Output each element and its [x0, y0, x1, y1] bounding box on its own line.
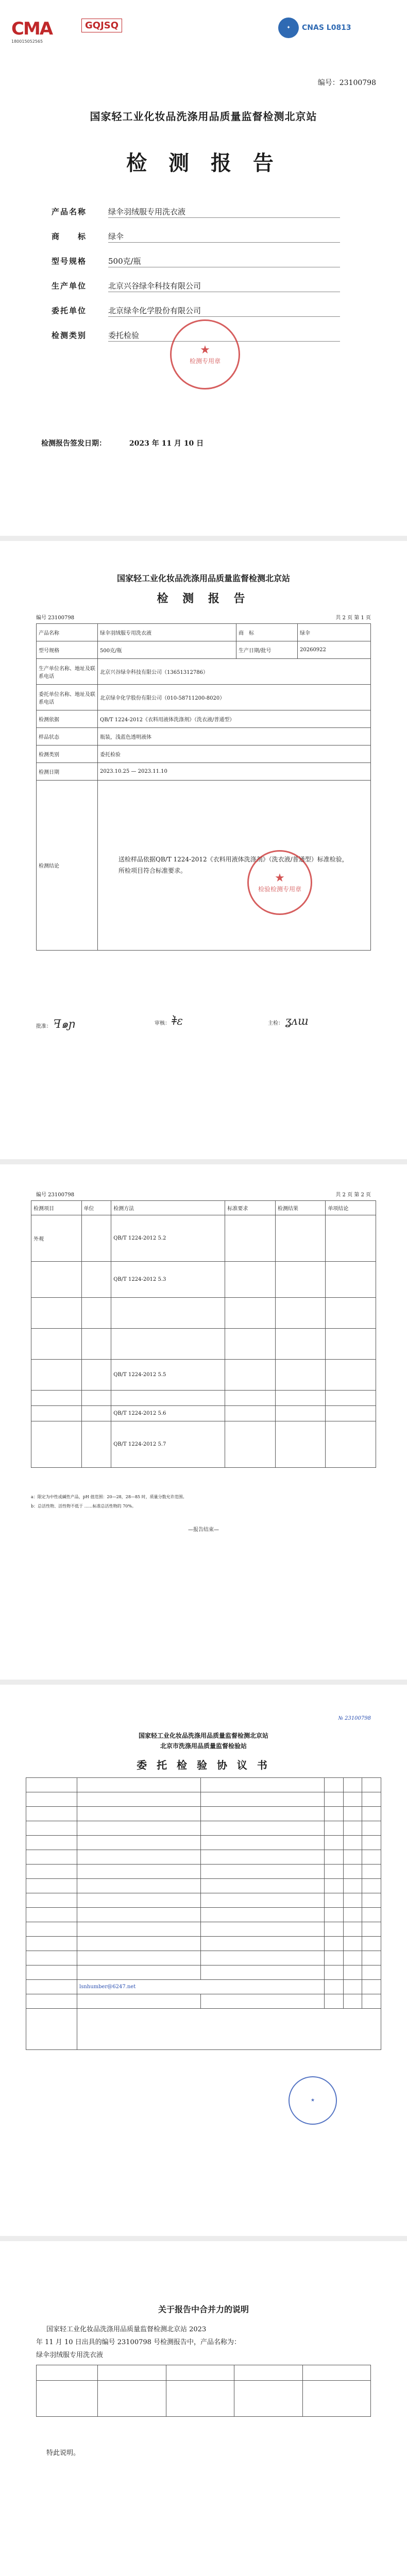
cover-field-product: 产品名称 绿伞羽绒服专用洗衣液: [52, 207, 186, 216]
report-seal-stamp: ★ 检验检测专用章: [247, 850, 312, 915]
report-page-1: [0, 541, 407, 1159]
agreement-seal-stamp: ★: [289, 2076, 337, 2125]
sign-review: 审核： ǂ̀ɛ: [155, 1015, 183, 1028]
explanation-body-2: 年 11 月 10 日出具的编号 23100798 号检测报告中，产品名称为：: [36, 2338, 241, 2346]
report-no-2: 编号 23100798: [36, 1192, 75, 1198]
cover-issue-date: 检测报告签发日期： 2023 年 11 月 10 日: [41, 439, 204, 448]
explanation-page: [0, 2241, 407, 2576]
report-institute: 国家轻工业化妆品洗涤用品质量监督检测北京站: [116, 573, 290, 583]
explanation-table: [36, 2365, 371, 2417]
explanation-body-1: 国家轻工业化妆品洗涤用品质量监督检测北京站 2023: [46, 2326, 207, 2333]
gqjsq-mark: GQJSQ: [81, 19, 133, 32]
explanation-note: 特此说明。: [46, 2449, 80, 2457]
cover-field-manufacturer: 生产单位 北京兴谷绿伞科技有限公司: [52, 281, 201, 291]
cover-field-brand: 商 标 绿伞: [52, 232, 124, 241]
cma-code: 180015052565: [11, 39, 43, 44]
report-end: —报告结束—: [188, 1527, 219, 1533]
cnas-logo-icon: ✦: [278, 18, 299, 38]
cover-report-no: 编号：23100798: [317, 79, 376, 87]
sign-approve: 批准： ꟻ๑ɲ: [36, 1018, 76, 1031]
report-info-table: 产品名称 绿伞羽绒服专用洗衣液 商 标 绿伞 型号规格 500克/瓶 生产日期/批号 20260922 生产单位名称、地址及联系电话 北京兴谷绿伞科技有限公司（13651312786） 委托单位名称、地址及联系电话 北京绿伞化学股份有限公司（010-58711200-8020） 检测依据 QB/T 1224-2012《衣料用液体洗涤剂》（洗衣液/普通型） 样品状态 瓶装，浅蓝色透明液体 检测类别 委托检验 检测日期 2023.10.25 — 2023.11.10 检测结论 送检样品依据QB/T 1224-2012《衣料用液体洗涤剂》（洗衣液/普通型）标准检验，所检项目符合标准要求。: [36, 623, 371, 951]
report-page-2: [0, 1164, 407, 1680]
explanation-title: 关于报告中合并力的说明: [158, 2304, 249, 2314]
cnas-mark: ✦ CNAS L0813: [278, 18, 366, 38]
explanation-body-3: 绿伞羽绒服专用洗衣液: [36, 2351, 104, 2359]
cover-seal-stamp: ★ 检测专用章: [170, 319, 240, 389]
agreement-email: lsnhumber@6247.net: [79, 1984, 136, 1990]
cover-field-category: 检测类别 委托检验: [52, 331, 140, 340]
cover-field-client: 委托单位 北京绿伞化学股份有限公司: [52, 306, 201, 315]
agreement-institute: 国家轻工业化妆品洗涤用品质量监督检测北京站: [138, 1732, 268, 1739]
page-info-2: 共 2 页 第 2 页: [335, 1192, 371, 1198]
agreement-table: [26, 1777, 381, 2050]
test-results-table: 检测项目 单位 检测方法 标准要求 检测结果 单项结论 外观 QB/T 1224-2012 5.2 QB/T 1224-2012 5.3 QB/T 1224-2012 5.5 QB/T 1224-2012 5.6 QB/T 1224-2012 5.7: [31, 1200, 376, 1468]
report-title: 检 测 报 告: [157, 592, 250, 605]
agreement-page: [0, 1685, 407, 2236]
page-info: 共 2 页 第 1 页: [335, 615, 371, 621]
report-no: 编号 23100798: [36, 615, 75, 621]
footnote-b: b：总活性物、活性物不低于 ……标准总活性物的 70%。: [31, 1504, 136, 1509]
footnote-a: a：限定为中性或碱性产品，pH 值范围：20—28，28—85 时，质量分数允许范围。: [31, 1495, 187, 1499]
cover-page: [0, 0, 407, 536]
report-conclusion: 送检样品依据QB/T 1224-2012《衣料用液体洗涤剂》（洗衣液/普通型）标准检验，所检项目符合标准要求。: [118, 855, 348, 874]
cover-title: 检 测 报 告: [126, 151, 281, 175]
cma-logo-icon: CMA: [11, 19, 53, 39]
agreement-title: 委 托 检 验 协 议 书: [137, 1759, 270, 1771]
agreement-no: № 23100798: [338, 1716, 371, 1721]
agreement-sub: 北京市洗涤用品质量监督检验站: [160, 1742, 247, 1750]
sign-tester: 主检： ʓᴧɯ: [268, 1015, 309, 1028]
cover-institute: 国家轻工业化妆品洗涤用品质量监督检测北京站: [90, 110, 317, 123]
cover-field-spec: 型号规格 500克/瓶: [52, 257, 141, 266]
cma-mark: [11, 19, 63, 55]
